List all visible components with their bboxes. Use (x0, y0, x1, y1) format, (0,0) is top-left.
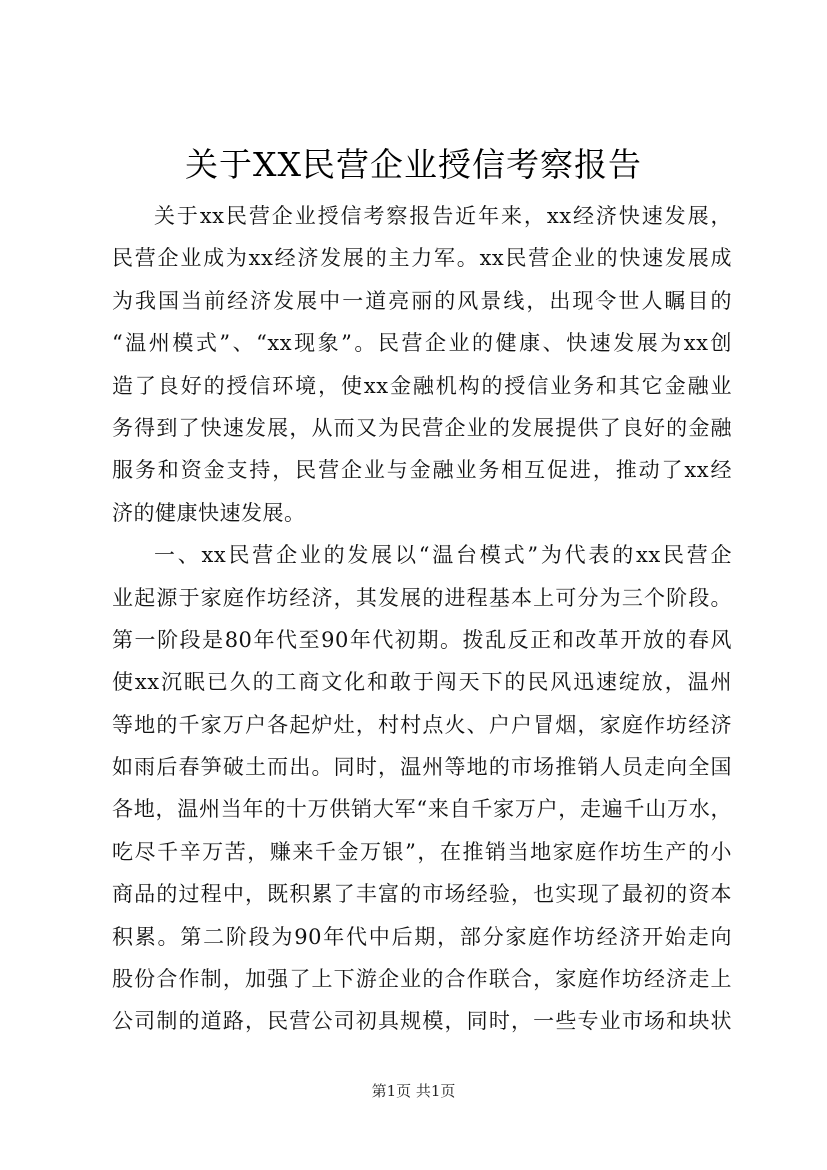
paragraph-line: 等地的千家万户各起炉灶，村村点火、户户冒烟，家庭作坊经济 (112, 712, 732, 737)
paragraph-line: 积累。第二阶段为90年代中后期，部分家庭作坊经济开始走向 (112, 924, 732, 949)
paragraph-line: 商品的过程中，既积累了丰富的市场经验，也实现了最初的资本 (112, 882, 732, 907)
paragraph-line: 各地，温州当年的十万供销大军“来自千家万户，走遍千山万水， (112, 797, 732, 822)
paragraph-line: 造了良好的授信环境，使xx金融机构的授信业务和其它金融业 (112, 373, 732, 398)
paragraph-line: 第一阶段是80年代至90年代初期。拨乱反正和改革开放的春风 (112, 627, 732, 652)
paragraph-line: 关于xx民营企业授信考察报告近年来，xx经济快速发展， (154, 204, 732, 228)
paragraph-line: 服务和资金支持，民营企业与金融业务相互促进，推动了xx经 (112, 458, 732, 483)
document-body (112, 195, 732, 1043)
paragraph-line: 为我国当前经济发展中一道亮丽的风景线，出现令世人瞩目的 (112, 288, 732, 313)
page-footer: 第1页 共1页 (371, 1082, 456, 1100)
paragraph-line: 股份合作制，加强了上下游企业的合作联合，家庭作坊经济走上 (112, 967, 732, 992)
document-title: 关于XX民营企业授信考察报告 (185, 145, 642, 184)
paragraph-line: 如雨后春笋破土而出。同时，温州等地的市场推销人员走向全国 (112, 755, 732, 780)
paragraph-line: “温州模式”、“xx现象”。民营企业的健康、快速发展为xx创 (112, 331, 732, 356)
paragraph-line: 务得到了快速发展，从而又为民营企业的发展提供了良好的金融 (112, 415, 732, 440)
paragraph-line: 使xx沉眠已久的工商文化和敢于闯天下的民风迅速绽放，温州 (112, 670, 732, 695)
paragraph-line: 济的健康快速发展。 (112, 500, 306, 525)
paragraph-line: 民营企业成为xx经济发展的主力军。xx民营企业的快速发展成 (112, 246, 732, 271)
paragraph-line: 一、xx民营企业的发展以“温台模式”为代表的xx民营企 (154, 543, 732, 568)
paragraph-line: 业起源于家庭作坊经济，其发展的进程基本上可分为三个阶段。 (112, 585, 732, 610)
paragraph-line: 公司制的道路，民营公司初具规模，同时，一些专业市场和块状 (112, 1009, 732, 1034)
paragraph-line: 吃尽千辛万苦，赚来千金万银”，在推销当地家庭作坊生产的小 (112, 839, 732, 864)
